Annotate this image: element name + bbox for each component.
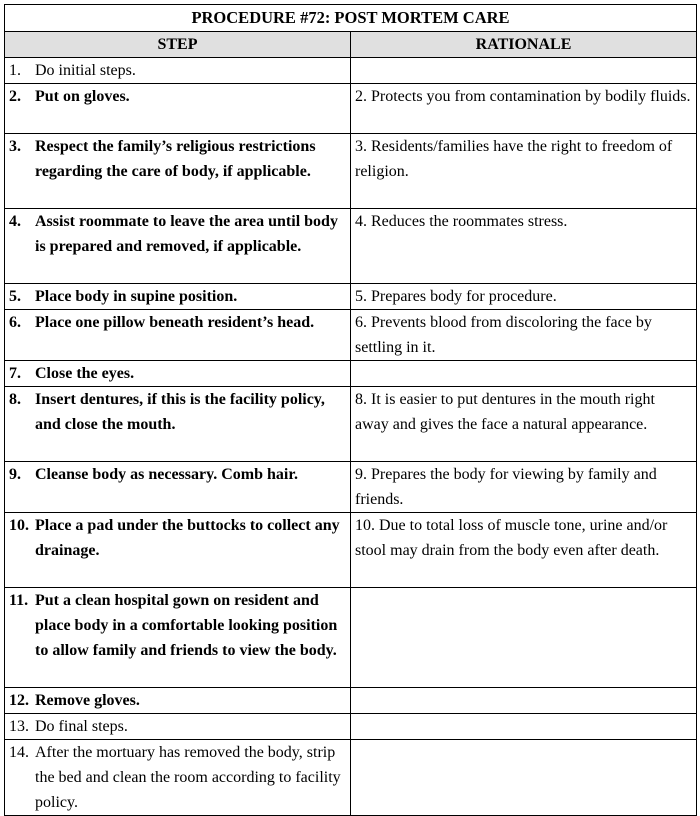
title-row: [5, 5, 697, 32]
step-cell: [5, 310, 351, 361]
step-cell: [5, 387, 351, 462]
rationale-cell: [351, 588, 697, 688]
step-cell: [5, 361, 351, 387]
rationale-cell: [351, 714, 697, 740]
step-cell: [5, 284, 351, 310]
rationale-cell: [351, 740, 697, 816]
step-cell: [5, 462, 351, 513]
step-text: After the mortuary has removed the body, strip the bed and clean the room according to facility policy.: [35, 744, 341, 811]
table-row: [5, 361, 697, 387]
table-row: [5, 387, 697, 462]
step-text: Insert dentures, if this is the facility policy, and close the mouth.: [35, 391, 325, 433]
step-number: 10.: [9, 517, 29, 534]
step-text: Respect the family’s religious restrictions regarding the care of body, if applicable.: [35, 138, 316, 180]
rationale-cell: 2. Protects you from contamination by bodily fluids.: [351, 84, 697, 134]
rationale-cell: 8. It is easier to put dentures in the mouth right away and gives the face a natural appearance.: [351, 387, 697, 462]
step-number: 7.: [9, 365, 21, 382]
step-number: 13.: [9, 718, 29, 735]
step-text: Place a pad under the buttocks to collect any drainage.: [35, 517, 340, 559]
table-row: [5, 134, 697, 209]
table-row: [5, 209, 697, 284]
step-content: [9, 84, 346, 109]
step-text: Put on gloves.: [35, 88, 130, 105]
step-cell: [5, 58, 351, 84]
table-row: [5, 58, 697, 84]
rationale-cell: 10. Due to total loss of muscle tone, urine and/or stool may drain from the body even after death.: [351, 513, 697, 588]
rationale-cell: 9. Prepares the body for viewing by family and friends.: [351, 462, 697, 513]
step-text: Put a clean hospital gown on resident and place body in a comfortable looking position to allow family and friends to view the body.: [35, 592, 338, 659]
table-row: [5, 688, 697, 714]
step-number: 11.: [9, 592, 29, 609]
step-cell: [5, 588, 351, 688]
step-cell: [5, 134, 351, 209]
step-number: 8.: [9, 391, 21, 408]
step-text: Close the eyes.: [35, 365, 135, 382]
step-content: [9, 513, 346, 563]
step-content: [9, 209, 346, 259]
step-content: [9, 688, 346, 713]
step-number: 1.: [9, 62, 21, 79]
step-content: [9, 588, 346, 663]
rationale-cell: [351, 361, 697, 387]
step-cell: [5, 84, 351, 134]
step-content: [9, 387, 346, 437]
procedure-table: [4, 4, 697, 816]
step-content: [9, 134, 346, 184]
rationale-cell: 4. Reduces the roommates stress.: [351, 209, 697, 284]
step-content: [9, 714, 346, 739]
step-text: Assist roommate to leave the area until body is prepared and removed, if applicable.: [35, 213, 338, 255]
step-cell: [5, 740, 351, 816]
step-cell: [5, 714, 351, 740]
step-content: [9, 310, 346, 335]
table-row: [5, 84, 697, 134]
step-content: [9, 284, 346, 309]
table-row: [5, 310, 697, 361]
rationale-cell: 5. Prepares body for procedure.: [351, 284, 697, 310]
step-cell: [5, 513, 351, 588]
rationale-header: RATIONALE: [351, 32, 697, 58]
step-cell: [5, 688, 351, 714]
header-row: [5, 32, 697, 58]
step-cell: [5, 209, 351, 284]
table-row: [5, 284, 697, 310]
table-row: [5, 588, 697, 688]
step-content: [9, 740, 346, 815]
rationale-cell: [351, 688, 697, 714]
step-content: [9, 58, 346, 83]
table-row: [5, 740, 697, 816]
step-number: 5.: [9, 288, 21, 305]
step-header: STEP: [5, 32, 351, 58]
rationale-cell: [351, 58, 697, 84]
step-number: 3.: [9, 138, 21, 155]
step-number: 6.: [9, 314, 21, 331]
procedure-rows: [5, 58, 697, 816]
step-text: Do initial steps.: [35, 62, 136, 79]
step-number: 9.: [9, 466, 21, 483]
rationale-cell: 6. Prevents blood from discoloring the face by settling in it.: [351, 310, 697, 361]
procedure-title: PROCEDURE #72: POST MORTEM CARE: [5, 5, 697, 32]
step-text: Cleanse body as necessary. Comb hair.: [35, 466, 298, 483]
step-content: [9, 361, 346, 386]
step-number: 2.: [9, 88, 21, 105]
rationale-cell: 3. Residents/families have the right to freedom of religion.: [351, 134, 697, 209]
step-number: 14.: [9, 744, 29, 761]
table-row: [5, 714, 697, 740]
table-row: [5, 513, 697, 588]
step-number: 4.: [9, 213, 21, 230]
step-text: Place one pillow beneath resident’s head.: [35, 314, 315, 331]
step-number: 12.: [9, 692, 29, 709]
step-content: [9, 462, 346, 487]
step-text: Remove gloves.: [35, 692, 140, 709]
step-text: Do final steps.: [35, 718, 128, 735]
table-row: [5, 462, 697, 513]
step-text: Place body in supine position.: [35, 288, 238, 305]
